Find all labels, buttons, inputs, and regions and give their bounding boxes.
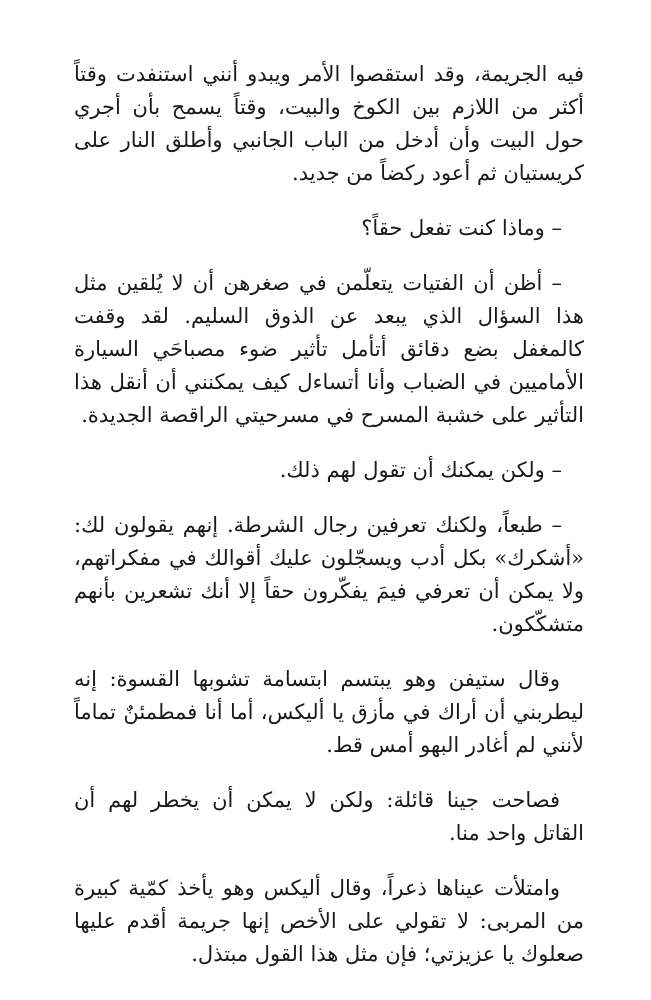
dialogue-line: – أظن أن الفتيات يتعلّمن في صغرهن أن لا يُلقين مثل هذا السؤال الذي يبعد عن الذوق السليم. لقد وقفت كالمغفل بضع دقائق أتأمل تأثير ضوء مصباحَي السيارة الأماميين في الضباب وأنا أتساءل كيف يمكنني أن أنقل هذا التأثير على خشبة المسرح في مسرحيتي الراقصة الجديدة. [74,271,584,427]
paragraph: وقال ستيفن وهو يبتسم ابتسامة تشوبها القسوة: إنه ليطربني أن أراك في مأزق يا أليكس، أما أنا فمطمئنٌ تماماً لأنني لم أغادر البهو أمس قط. [74,667,584,757]
dialogue-line: – ولكن يمكنك أن تقول لهم ذلك. [279,458,562,482]
paragraph: وامتلأت عيناها ذعراً، وقال أليكس وهو يأخذ كمّية كبيرة من المربى: لا تقولي على الأخص إنها جريمة أقدم عليها صعلوك يا عزيزتي؛ فإن مثل هذا القول مبتذل. [74,876,584,966]
book-page [74,58,584,993]
paragraph: فصاحت جينا قائلة: ولكن لا يمكن أن يخطر لهم أن القاتل واحد منا. [74,788,584,845]
paragraph-continuation: فيه الجريمة، وقد استقصوا الأمر ويبدو أنني استنفدت وقتاً أكثر من اللازم بين الكوخ والبيت، وقتاً يسمح بأن أجري حول البيت وأن أدخل من الباب الجانبي وأطلق النار على كريستيان ثم أعود ركضاً من جديد. [74,62,584,185]
dialogue-line: – وماذا كنت تفعل حقاً؟ [361,216,562,240]
dialogue-line: – طبعاً، ولكنك تعرفين رجال الشرطة. إنهم يقولون لك: «أشكرك» بكل أدب ويسجّلون عليك أقوالك في مفكراتهم، ولا يمكن أن تعرفي فيمَ يفكّرون حقاً إلا أنك تشعرين بأنهم متشكّكون. [74,513,584,636]
